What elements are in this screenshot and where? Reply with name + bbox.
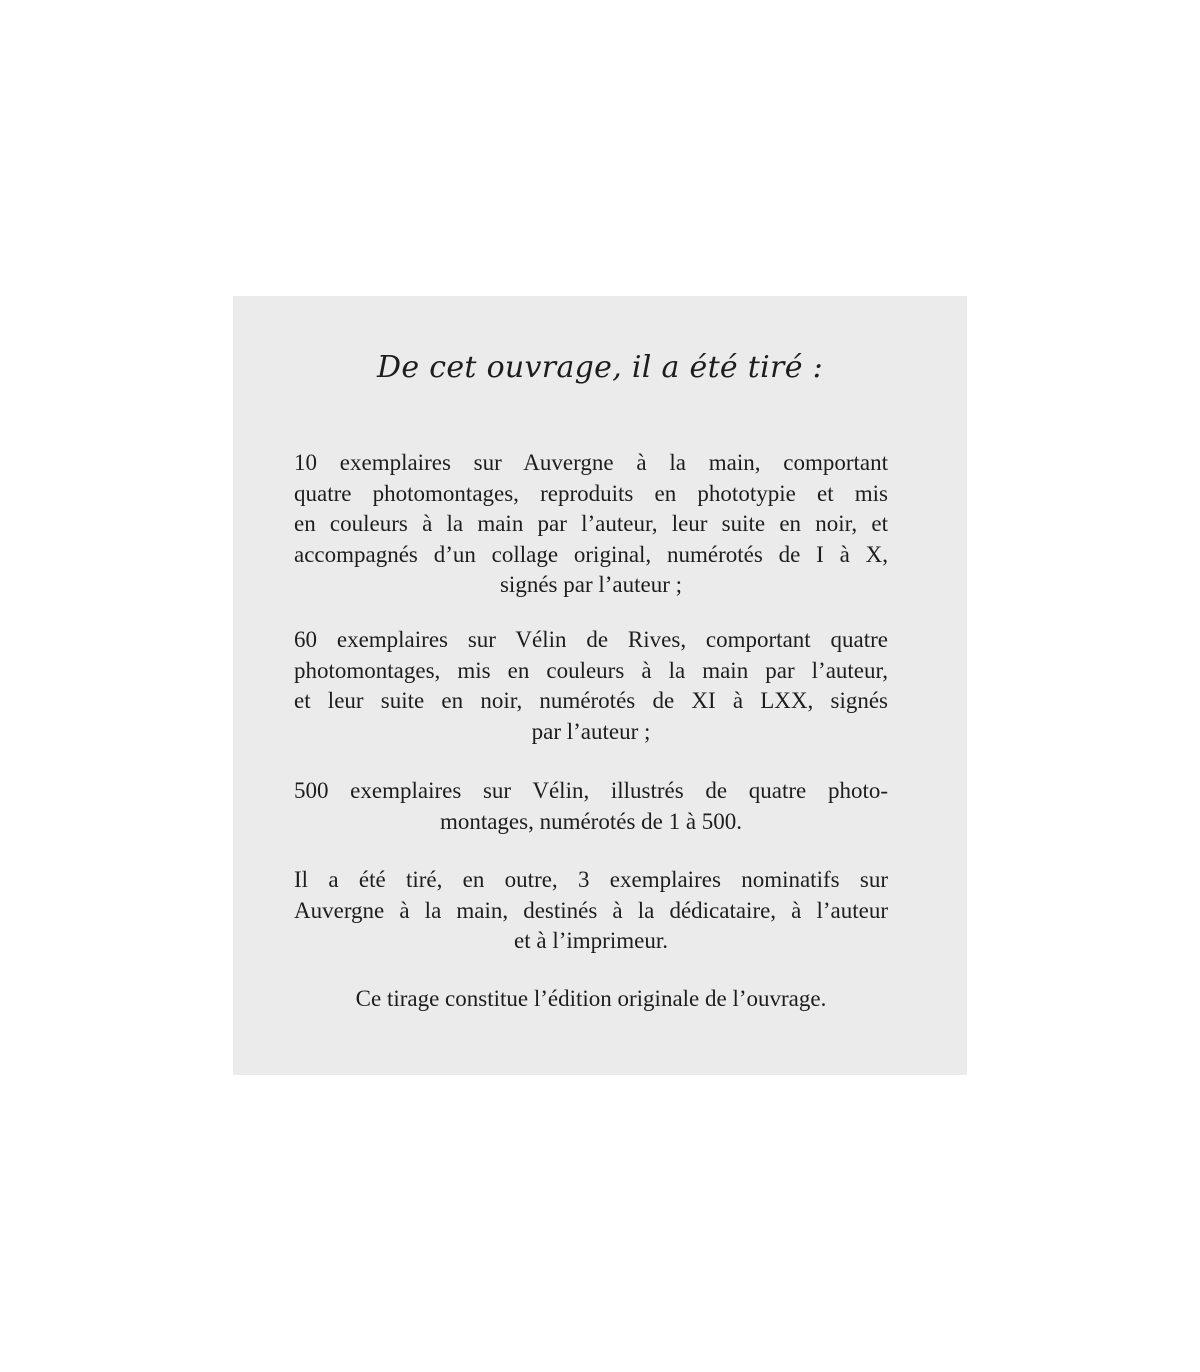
paragraph-velin-edition bbox=[294, 776, 888, 837]
text-line: en couleurs à la main par l’auteur, leur suite en noir, et bbox=[294, 511, 888, 536]
text-line: 500 exemplaires sur Vélin, illustrés de quatre photo- bbox=[294, 778, 888, 803]
text-line: signés par l’auteur ; bbox=[499, 572, 683, 597]
text-line: quatre photomontages, reproduits en phototypie et mis bbox=[294, 480, 888, 506]
text-line: Il a été tiré, en outre, 3 exemplaires nominatifs sur bbox=[294, 867, 888, 892]
text-line: 10 exemplaires sur Auvergne à la main, comportant bbox=[294, 450, 888, 475]
text-line: et leur suite en noir, numérotés de XI à LXX, signés bbox=[294, 688, 888, 713]
text-line: photomontages, mis en couleurs à la main par l’auteur, bbox=[294, 657, 888, 683]
page-title: De cet ouvrage, il a été tiré : bbox=[376, 350, 823, 385]
text-line: et à l’imprimeur. bbox=[514, 928, 668, 953]
text-line: Ce tirage constitue l’édition originale de l’ouvrage. bbox=[355, 986, 827, 1011]
paragraph-nominative-copies bbox=[294, 865, 888, 957]
paragraph-velin-de-rives-edition bbox=[294, 625, 888, 747]
text-line: accompagnés d’un collage original, numérotés de I à X, bbox=[294, 541, 888, 567]
book-page bbox=[233, 296, 967, 1075]
text-line: Auvergne à la main, destinés à la dédicataire, à l’auteur bbox=[294, 897, 888, 923]
paragraph-auvergne-edition bbox=[294, 448, 888, 601]
text-line: par l’auteur ; bbox=[531, 718, 651, 744]
text-line: 60 exemplaires sur Vélin de Rives, comportant quatre bbox=[294, 627, 888, 652]
text-line: montages, numérotés de 1 à 500. bbox=[439, 808, 743, 834]
paragraph-original-edition-note bbox=[294, 984, 888, 1015]
